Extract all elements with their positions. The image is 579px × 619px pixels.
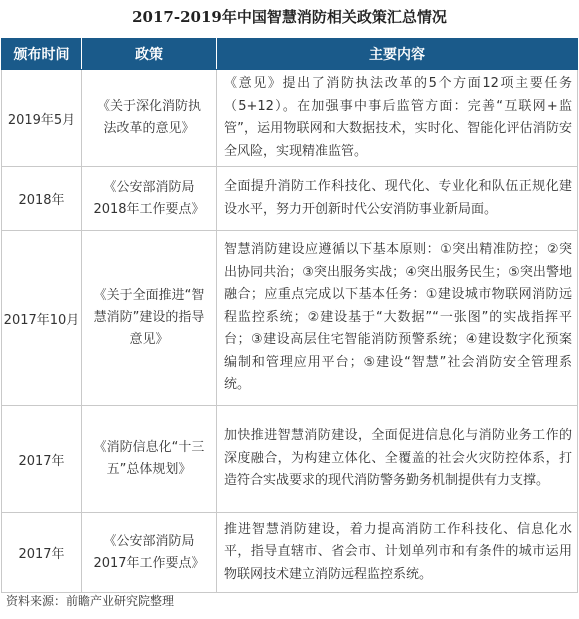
table-row <box>2 513 578 593</box>
cell-policy: 《公安部消防局2017年工作要点》 <box>82 513 217 593</box>
table-header-row <box>2 39 578 70</box>
table-row <box>2 406 578 513</box>
header-content: 主要内容 <box>217 39 578 70</box>
cell-time: 2018年 <box>2 167 82 231</box>
cell-content: 智慧消防建设应遵循以下基本原则：①突出精准防控；②突出协同共治；③突出服务实战；④突出服务民生；⑤突出警地融合；应重点完成以下基本任务：①建设城市物联网消防远程监控系统；②建设基于“大数据”“一张图”的实战指挥平台；③建设高层住宅智能消防预警系统；④建设数字化预案编制和管理应用平台；⑤建设“智慧”社会消防安全管理系统。 <box>217 231 578 406</box>
cell-content: 全面提升消防工作科技化、现代化、专业化和队伍正规化建设水平，努力开创新时代公安消防事业新局面。 <box>217 167 578 231</box>
cell-content: 加快推进智慧消防建设，全面促进信息化与消防业务工作的深度融合，为构建立体化、全覆盖的社会火灾防控体系，打造符合实战要求的现代消防警务勤务机制提供有力支撑。 <box>217 406 578 513</box>
cell-content: 推进智慧消防建设，着力提高消防工作科技化、信息化水平，指导直辖市、省会市、计划单列市和有条件的城市运用物联网技术建立消防远程监控系统。 <box>217 513 578 593</box>
header-time: 颁布时间 <box>2 39 82 70</box>
page-title: 2017-2019年中国智慧消防相关政策汇总情况 <box>132 8 447 26</box>
policy-table <box>1 38 578 593</box>
cell-time: 2017年 <box>2 406 82 513</box>
cell-time: 2019年5月 <box>2 70 82 167</box>
header-policy: 政策 <box>82 39 217 70</box>
cell-time: 2017年 <box>2 513 82 593</box>
table-row <box>2 70 578 167</box>
cell-content: 《意见》提出了消防执法改革的5个方面12项主要任务（5+12）。在加强事中事后监管方面：完善“互联网+监管”，运用物联网和大数据技术，实时化、智能化评估消防安全风险，实现精准监管。 <box>217 70 578 167</box>
cell-policy: 《关于深化消防执法改革的意见》 <box>82 70 217 167</box>
table-row <box>2 231 578 406</box>
table-row <box>2 167 578 231</box>
cell-policy: 《消防信息化“十三五”总体规划》 <box>82 406 217 513</box>
cell-time: 2017年10月 <box>2 231 82 406</box>
source-note: 资料来源：前瞻产业研究院整理 <box>6 594 175 608</box>
cell-policy: 《公安部消防局2018年工作要点》 <box>82 167 217 231</box>
cell-policy: 《关于全面推进“智慧消防”建设的指导意见》 <box>82 231 217 406</box>
